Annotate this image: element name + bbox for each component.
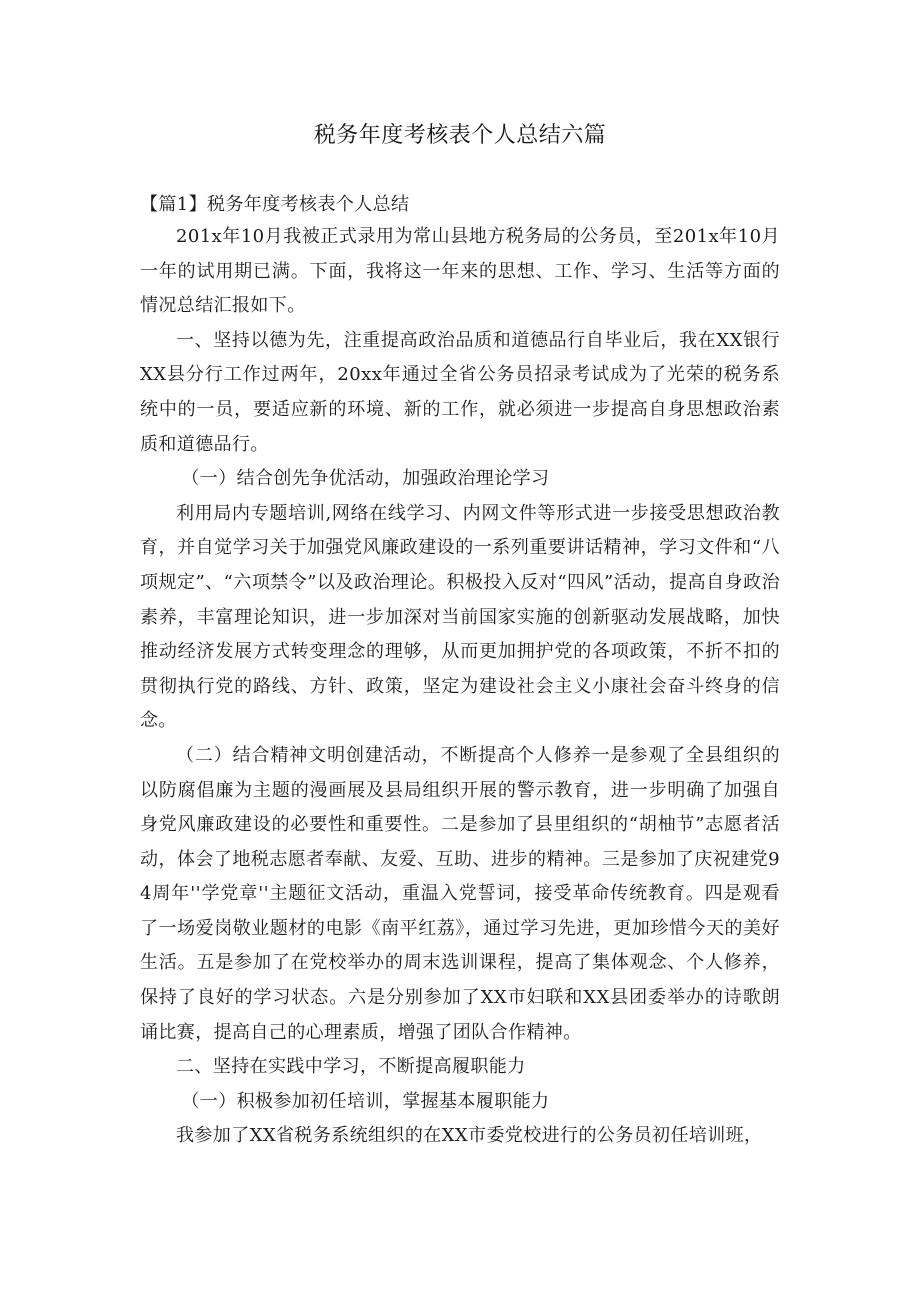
paragraph-training: 我参加了XX省税务系统组织的在XX市委党校进行的公务员初任培训班， xyxy=(176,1125,763,1147)
subheading-two: （一）积极参加初任培训，掌握基本履职能力 xyxy=(181,1090,550,1112)
paragraph-section-one: 一、坚持以德为先，注重提高政治品质和道德品行自毕业后，我在XX银行XX县分行工作过两年，20xx年通过全省公务员招录考试成为了光荣的税务系统中的一员，要适应新的环境、新的工作，就必须进一步提高自身思想政治素质和道德品行。 xyxy=(140,329,780,455)
part-heading: 【篇1】税务年度考核表个人总结 xyxy=(140,194,410,215)
paragraph-intro: 201x年10月我被正式录用为常山县地方税务局的公务员，至201x年10月一年的试用期已满。下面，我将这一年来的思想、工作、学习、生活等方面的情况总结汇报如下。 xyxy=(140,226,780,317)
subheading-one: （一）结合创先争优活动，加强政治理论学习 xyxy=(181,468,550,490)
document-body xyxy=(140,189,780,1154)
paragraph-civilization: （二）结合精神文明创建活动，不断提高个人修养一是参观了全县组织的以防腐倡廉为主题的漫画展及县局组织开展的警示教育，进一步明确了加强自身党风廉政建设的必要性和重要性。二是参加了县里组织的“胡柚节”志愿者活动，体会了地税志愿者奉献、友爱、互助、进步的精神。三是参加了庆祝建党94周年''学党章''主题征文活动，重温入党誓词，接受革命传统教育。四是观看了一场爱岗敬业题材的电影《南平红荔》，通过学习先进，更加珍惜今天的美好生活。五是参加了在党校举办的周末选训课程，提高了集体观念、个人修养，保持了良好的学习状态。六是分别参加了XX市妇联和XX县团委举办的诗歌朗诵比赛，提高自己的心理素质，增强了团队合作精神。 xyxy=(140,744,780,1043)
document-title: 税务年度考核表个人总结六篇 xyxy=(313,123,607,148)
section-two-heading: 二、坚持在实践中学习，不断提高履职能力 xyxy=(176,1056,526,1078)
paragraph-theory-study: 利用局内专题培训,网络在线学习、内网文件等形式进一步接受思想政治教育，并自觉学习关于加强党风廉政建设的一系列重要讲话精神，学习文件和“八项规定”、“六项禁令”以及政治理论。积极投入反对“四风”活动，提高自身政治素养，丰富理论知识，进一步加深对当前国家实施的创新驱动发展战略，加快推动经济发展方式转变理念的理够，从而更加拥护党的各项政策，不折不扣的贯彻执行党的路线、方针、政策，坚定为建设社会主义小康社会奋斗终身的信念。 xyxy=(140,502,780,732)
